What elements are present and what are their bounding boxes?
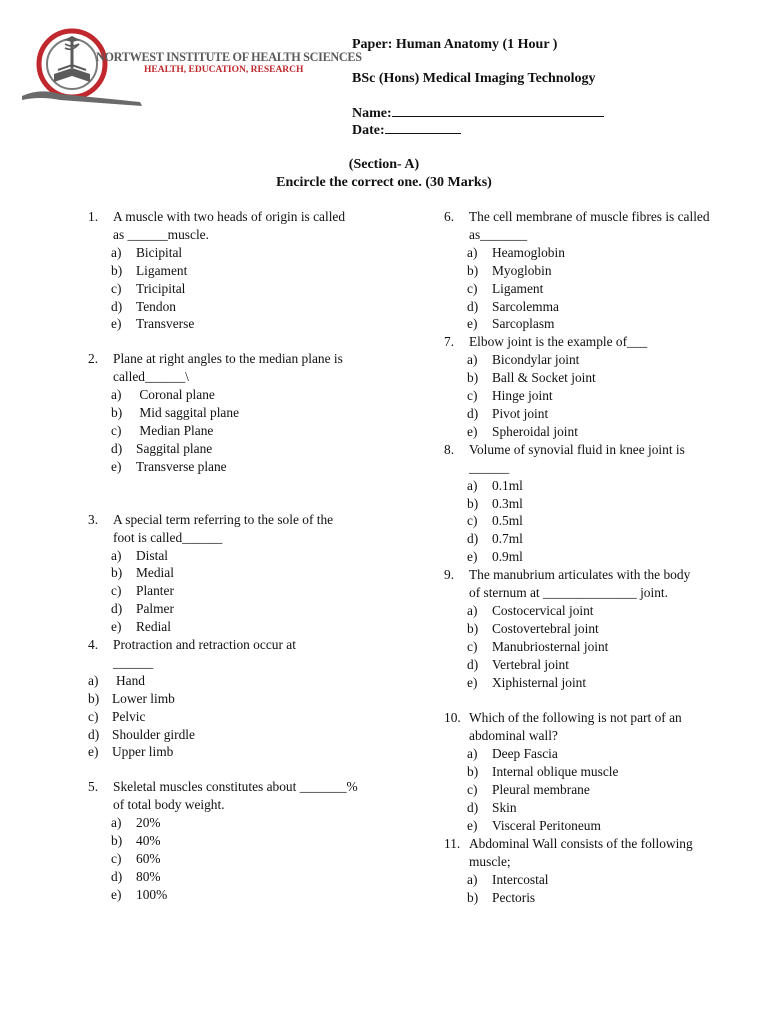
question-number: 9. (444, 567, 455, 583)
question-text: Protraction and retraction occur at ______ (113, 637, 296, 670)
option-5d[interactable]: d) 80% (111, 868, 161, 884)
option-10a[interactable]: a) Deep Fascia (467, 746, 558, 762)
name-label: Name: (352, 106, 392, 121)
option-4d[interactable]: d) Shoulder girdle (88, 726, 195, 742)
option-8c[interactable]: c) 0.5ml (467, 513, 523, 529)
question-10 (444, 709, 724, 745)
program-title: BSc (Hons) Medical Imaging Technology (352, 71, 596, 86)
question-5 (88, 778, 358, 814)
question-1 (88, 208, 358, 244)
question-number: 1. (88, 209, 99, 224)
option-2b[interactable]: b) Mid saggital plane (111, 405, 240, 421)
question-number: 3. (88, 511, 99, 527)
option-2e[interactable]: e) Transverse plane (111, 458, 227, 474)
option-6b[interactable]: b) Myoglobin (467, 262, 552, 278)
option-2c[interactable]: c) Median Plane (111, 422, 214, 438)
option-8d[interactable]: d) 0.7ml (467, 531, 523, 547)
option-7d[interactable]: d) Pivot joint (467, 405, 549, 421)
option-7b[interactable]: b) Ball & Socket joint (467, 370, 596, 386)
date-label: Date: (352, 123, 385, 138)
section-instruction: Encircle the correct one. (30 Marks) (276, 175, 492, 190)
question-3 (88, 511, 358, 547)
option-1e[interactable]: e) Transverse (111, 316, 195, 332)
option-4e[interactable]: e) Upper limb (88, 744, 174, 760)
option-11b[interactable]: b) Pectoris (467, 889, 536, 905)
question-text: Skeletal muscles constitutes about _______% of total body weight. (113, 779, 358, 813)
question-number: 7. (444, 334, 455, 350)
option-10b[interactable]: b) Internal oblique muscle (467, 764, 619, 780)
option-7a[interactable]: a) Bicondylar joint (467, 352, 580, 368)
option-4a[interactable]: a) Hand (88, 672, 146, 688)
option-6c[interactable]: c) Ligament (467, 280, 544, 296)
option-9d[interactable]: d) Vertebral joint (467, 656, 569, 672)
option-1c[interactable]: c) Tricipital (111, 280, 186, 296)
option-9b[interactable]: b) Costovertebral joint (467, 620, 599, 636)
question-text: The cell membrane of muscle fibres is called as_______ (469, 209, 710, 242)
option-11a[interactable]: a) Intercostal (467, 871, 549, 887)
option-7c[interactable]: c) Hinge joint (467, 388, 553, 404)
date-field (352, 121, 461, 139)
name-blank[interactable] (392, 104, 604, 117)
question-text: Elbow joint is the example of___ (469, 334, 648, 350)
question-4 (88, 636, 358, 672)
question-6 (444, 208, 724, 244)
option-2d[interactable]: d) Saggital plane (111, 440, 213, 456)
question-text: Plane at right angles to the median plane is called______\ (113, 351, 343, 385)
option-3e[interactable]: e) Redial (111, 619, 171, 635)
option-5c[interactable]: c) 60% (111, 851, 161, 866)
paper-title: Paper: Human Anatomy (1 Hour ) (352, 37, 558, 52)
option-10e[interactable]: e) Visceral Peritoneum (467, 817, 601, 833)
questions-left-column (88, 208, 358, 904)
name-field (352, 104, 604, 122)
question-7 (444, 333, 724, 351)
option-5b[interactable]: b) 40% (111, 833, 161, 849)
question-number: 6. (444, 209, 455, 224)
option-9e[interactable]: e) Xiphisternal joint (467, 674, 587, 690)
institute-name: NORTWEST INSTITUTE OF HEALTH SCIENCES (96, 50, 362, 64)
questions-right-column (444, 208, 724, 906)
question-2 (88, 350, 358, 386)
question-text: Volume of synovial fluid in knee joint is ______ (469, 441, 685, 475)
option-1b[interactable]: b) Ligament (111, 262, 188, 278)
option-9c[interactable]: c) Manubriosternal joint (467, 638, 609, 654)
option-2a[interactable]: a) Coronal plane (111, 387, 215, 403)
option-3b[interactable]: b) Medial (111, 565, 174, 581)
question-text: A special term referring to the sole of the foot is called______ (113, 511, 334, 545)
question-number: 5. (88, 779, 99, 795)
option-3d[interactable]: d) Palmer (111, 601, 174, 617)
option-10c[interactable]: c) Pleural membrane (467, 782, 590, 798)
date-blank[interactable] (385, 121, 461, 134)
question-number: 8. (444, 441, 455, 457)
option-8b[interactable]: b) 0.3ml (467, 495, 523, 511)
institute-tagline: HEALTH, EDUCATION, RESEARCH (144, 65, 304, 75)
section-title: (Section- A) (348, 157, 420, 172)
option-5e[interactable]: e) 100% (111, 886, 168, 902)
option-6d[interactable]: d) Sarcolemma (467, 298, 559, 314)
question-9 (444, 566, 724, 602)
option-8a[interactable]: a) 0.1ml (467, 477, 523, 493)
option-3c[interactable]: c) Planter (111, 583, 174, 599)
option-6e[interactable]: e) Sarcoplasm (467, 316, 555, 332)
option-4c[interactable]: c) Pelvic (88, 708, 146, 724)
institute-logo (20, 24, 362, 108)
option-5a[interactable]: a) 20% (111, 815, 161, 831)
option-1a[interactable]: a) Bicipital (111, 244, 183, 260)
option-1d[interactable]: d) Tendon (111, 298, 176, 314)
option-4b[interactable]: b) Lower limb (88, 690, 175, 706)
question-number: 11. (444, 835, 461, 851)
question-number: 2. (88, 351, 99, 367)
question-text: The manubrium articulates with the body of sternum at ______________ joint. (469, 567, 691, 601)
option-3a[interactable]: a) Distal (111, 547, 168, 563)
question-text: Which of the following is not part of an abdominal wall? (469, 710, 682, 744)
option-8e[interactable]: e) 0.9ml (467, 549, 523, 565)
option-6a[interactable]: a) Heamoglobin (467, 244, 565, 260)
option-9a[interactable]: a) Costocervical joint (467, 602, 594, 618)
question-text: Abdominal Wall consists of the following muscle; (469, 835, 693, 869)
question-8 (444, 441, 724, 477)
option-10d[interactable]: d) Skin (467, 800, 517, 815)
question-number: 4. (88, 637, 99, 653)
question-11 (444, 835, 724, 871)
question-text: A muscle with two heads of origin is called as ______muscle. (113, 209, 346, 242)
question-number: 10. (444, 710, 461, 726)
option-7e[interactable]: e) Spheroidal joint (467, 423, 578, 439)
